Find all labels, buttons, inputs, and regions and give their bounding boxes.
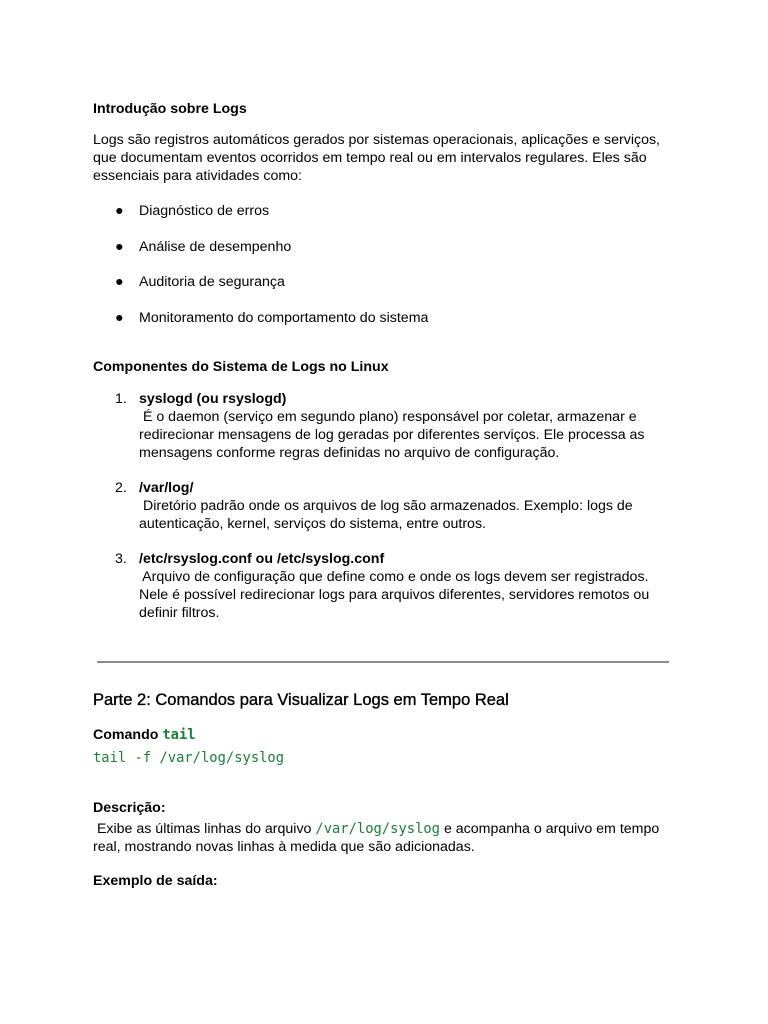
command-name: tail — [162, 726, 196, 743]
item-number: 1. — [115, 390, 127, 407]
document-body — [93, 100, 683, 890]
bullet-text: Auditoria de segurança — [139, 274, 285, 290]
command-label: Comando — [93, 726, 163, 743]
description-code: /var/log/syslog — [315, 820, 440, 837]
components-list — [93, 390, 683, 622]
description-paragraph — [93, 820, 683, 856]
example-output-label: Exemplo de saída: — [93, 872, 218, 889]
bullet-icon: ● — [115, 309, 124, 326]
intro-bullet-list — [93, 202, 683, 327]
item-line: Arquivo de configuração que define como e onde os logs devem ser registrados. — [139, 568, 649, 585]
list-item — [93, 479, 683, 533]
list-item — [93, 390, 683, 462]
intro-line-1: Logs são registros automáticos gerados por sistemas operacionais, aplicações e serviços, — [93, 132, 660, 148]
item-line: Diretório padrão onde os arquivos de log são armazenados. Exemplo: logs de — [139, 497, 633, 514]
item-line: redirecionar mensagens de log geradas por diferentes serviços. Ele processa as — [139, 426, 645, 443]
description-line-1 — [93, 820, 683, 838]
intro-line-3: essenciais para atividades como: — [93, 168, 302, 184]
item-line: definir filtros. — [139, 604, 220, 621]
item-number: 2. — [115, 479, 127, 496]
item-line: autenticação, kernel, serviços do sistema, entre outros. — [139, 515, 486, 532]
part2-heading: Parte 2: Comandos para Visualizar Logs em Tempo Real — [93, 690, 509, 709]
bullet-icon: ● — [115, 274, 124, 290]
bullet-text: Análise de desempenho — [139, 238, 292, 255]
list-item — [93, 273, 683, 309]
intro-heading: Introdução sobre Logs — [93, 101, 247, 117]
description-text: e acompanha o arquivo em tempo — [440, 820, 660, 837]
list-item — [93, 309, 683, 327]
description-label: Descrição: — [93, 799, 166, 816]
description-text: Exibe as últimas linhas do arquivo — [93, 820, 316, 837]
components-heading: Componentes do Sistema de Logs no Linux — [93, 358, 389, 375]
horizontal-divider — [97, 661, 669, 663]
list-item — [93, 550, 683, 622]
intro-line-2: que documentam eventos ocorridos em tempo real ou em intervalos regulares. Eles são — [93, 150, 647, 166]
command-example: tail -f /var/log/syslog — [93, 749, 285, 766]
item-title: /etc/rsyslog.conf ou /etc/syslog.conf — [139, 550, 385, 567]
intro-paragraph — [93, 131, 683, 185]
item-number: 3. — [115, 550, 127, 567]
command-heading — [93, 726, 683, 744]
bullet-text: Monitoramento do comportamento do sistema — [139, 309, 429, 326]
bullet-icon: ● — [115, 203, 124, 219]
item-title: /var/log/ — [139, 479, 194, 496]
item-line: É o daemon (serviço em segundo plano) responsável por coletar, armazenar e — [139, 408, 637, 425]
bullet-icon: ● — [115, 238, 124, 255]
item-line: mensagens conforme regras definidas no arquivo de configuração. — [139, 444, 560, 461]
description-line-2: real, mostrando novas linhas à medida que são adicionadas. — [93, 838, 475, 855]
item-title: syslogd (ou rsyslogd) — [139, 390, 287, 407]
item-line: Nele é possível redirecionar logs para arquivos diferentes, servidores remotos ou — [139, 586, 650, 603]
bullet-text: Diagnóstico de erros — [139, 203, 270, 219]
list-item — [93, 238, 683, 274]
list-item — [93, 202, 683, 238]
